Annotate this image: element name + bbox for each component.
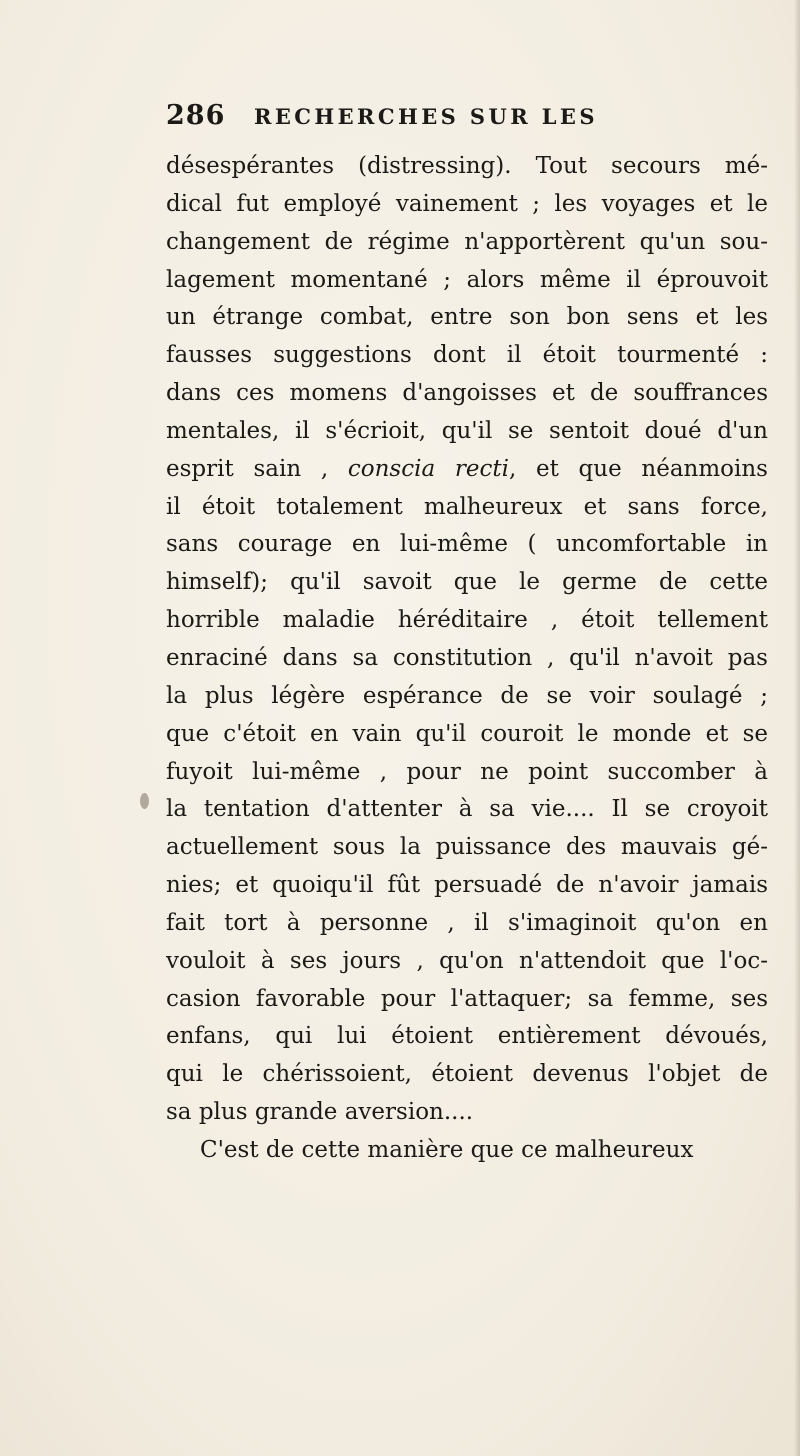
text-line: dical fut employé vainement ; les voyages et le [166, 190, 768, 217]
text-line: lagement momentané ; alors même il éprouvoit [166, 266, 768, 293]
text-line: il étoit totalement malheureux et sans force, [166, 493, 768, 520]
text-line: actuellement sous la puissance des mauvais gé- [166, 834, 768, 861]
text-line: fait tort à personne , il s'imaginoit qu'on en [166, 909, 768, 936]
text-line: vouloit à ses jours , qu'on n'attendoit que l'oc- [166, 947, 768, 974]
text-line: himself); qu'il savoit que le germe de cette [166, 569, 768, 596]
running-header [166, 100, 766, 140]
page-number: 286 [166, 100, 226, 131]
text-line: C'est de cette manière que ce malheureux [200, 1136, 694, 1163]
text-line: sans courage en lui-même ( uncomfortable in [166, 531, 768, 558]
text-line: horrible maladie héréditaire , étoit tellement [166, 607, 768, 634]
text-line: esprit sain , conscia recti, et que néanmoins [166, 455, 768, 482]
running-title: RECHERCHES SUR LES [254, 104, 598, 129]
text-line: fuyoit lui-même , pour ne point succomber à [166, 758, 768, 785]
page-edge-shadow [794, 0, 800, 1456]
text-line: qui le chérissoient, étoient devenus l'objet de [166, 1061, 768, 1088]
text-line: la tentation d'attenter à sa vie.... Il se croyoit [166, 796, 768, 823]
body-text [166, 148, 768, 1170]
text-line: enfans, qui lui étoient entièrement dévoués, [166, 1023, 768, 1050]
latin-phrase: conscia recti [347, 455, 509, 482]
text-line: casion favorable pour l'attaquer; sa femme, ses [166, 985, 768, 1012]
text-line: sa plus grande aversion.... [166, 1099, 474, 1126]
text-line: changement de régime n'apportèrent qu'un sou- [166, 228, 768, 255]
text-line: mentales, il s'écrioit, qu'il se sentoit doué d'un [166, 417, 768, 444]
ink-smudge [140, 793, 149, 809]
text-line: que c'étoit en vain qu'il couroit le monde et se [166, 720, 768, 747]
text-line: enraciné dans sa constitution , qu'il n'avoit pas [166, 644, 768, 671]
text-line: dans ces momens d'angoisses et de souffrances [166, 380, 768, 407]
text-line: nies; et quoiqu'il fût persuadé de n'avoir jamais [166, 872, 768, 899]
text-line: fausses suggestions dont il étoit tourmenté : [166, 342, 768, 369]
text-line: un étrange combat, entre son bon sens et les [166, 304, 768, 331]
text-line: la plus légère espérance de se voir soulagé ; [166, 682, 768, 709]
text-line: désespérantes (distressing). Tout secours mé- [166, 153, 768, 179]
